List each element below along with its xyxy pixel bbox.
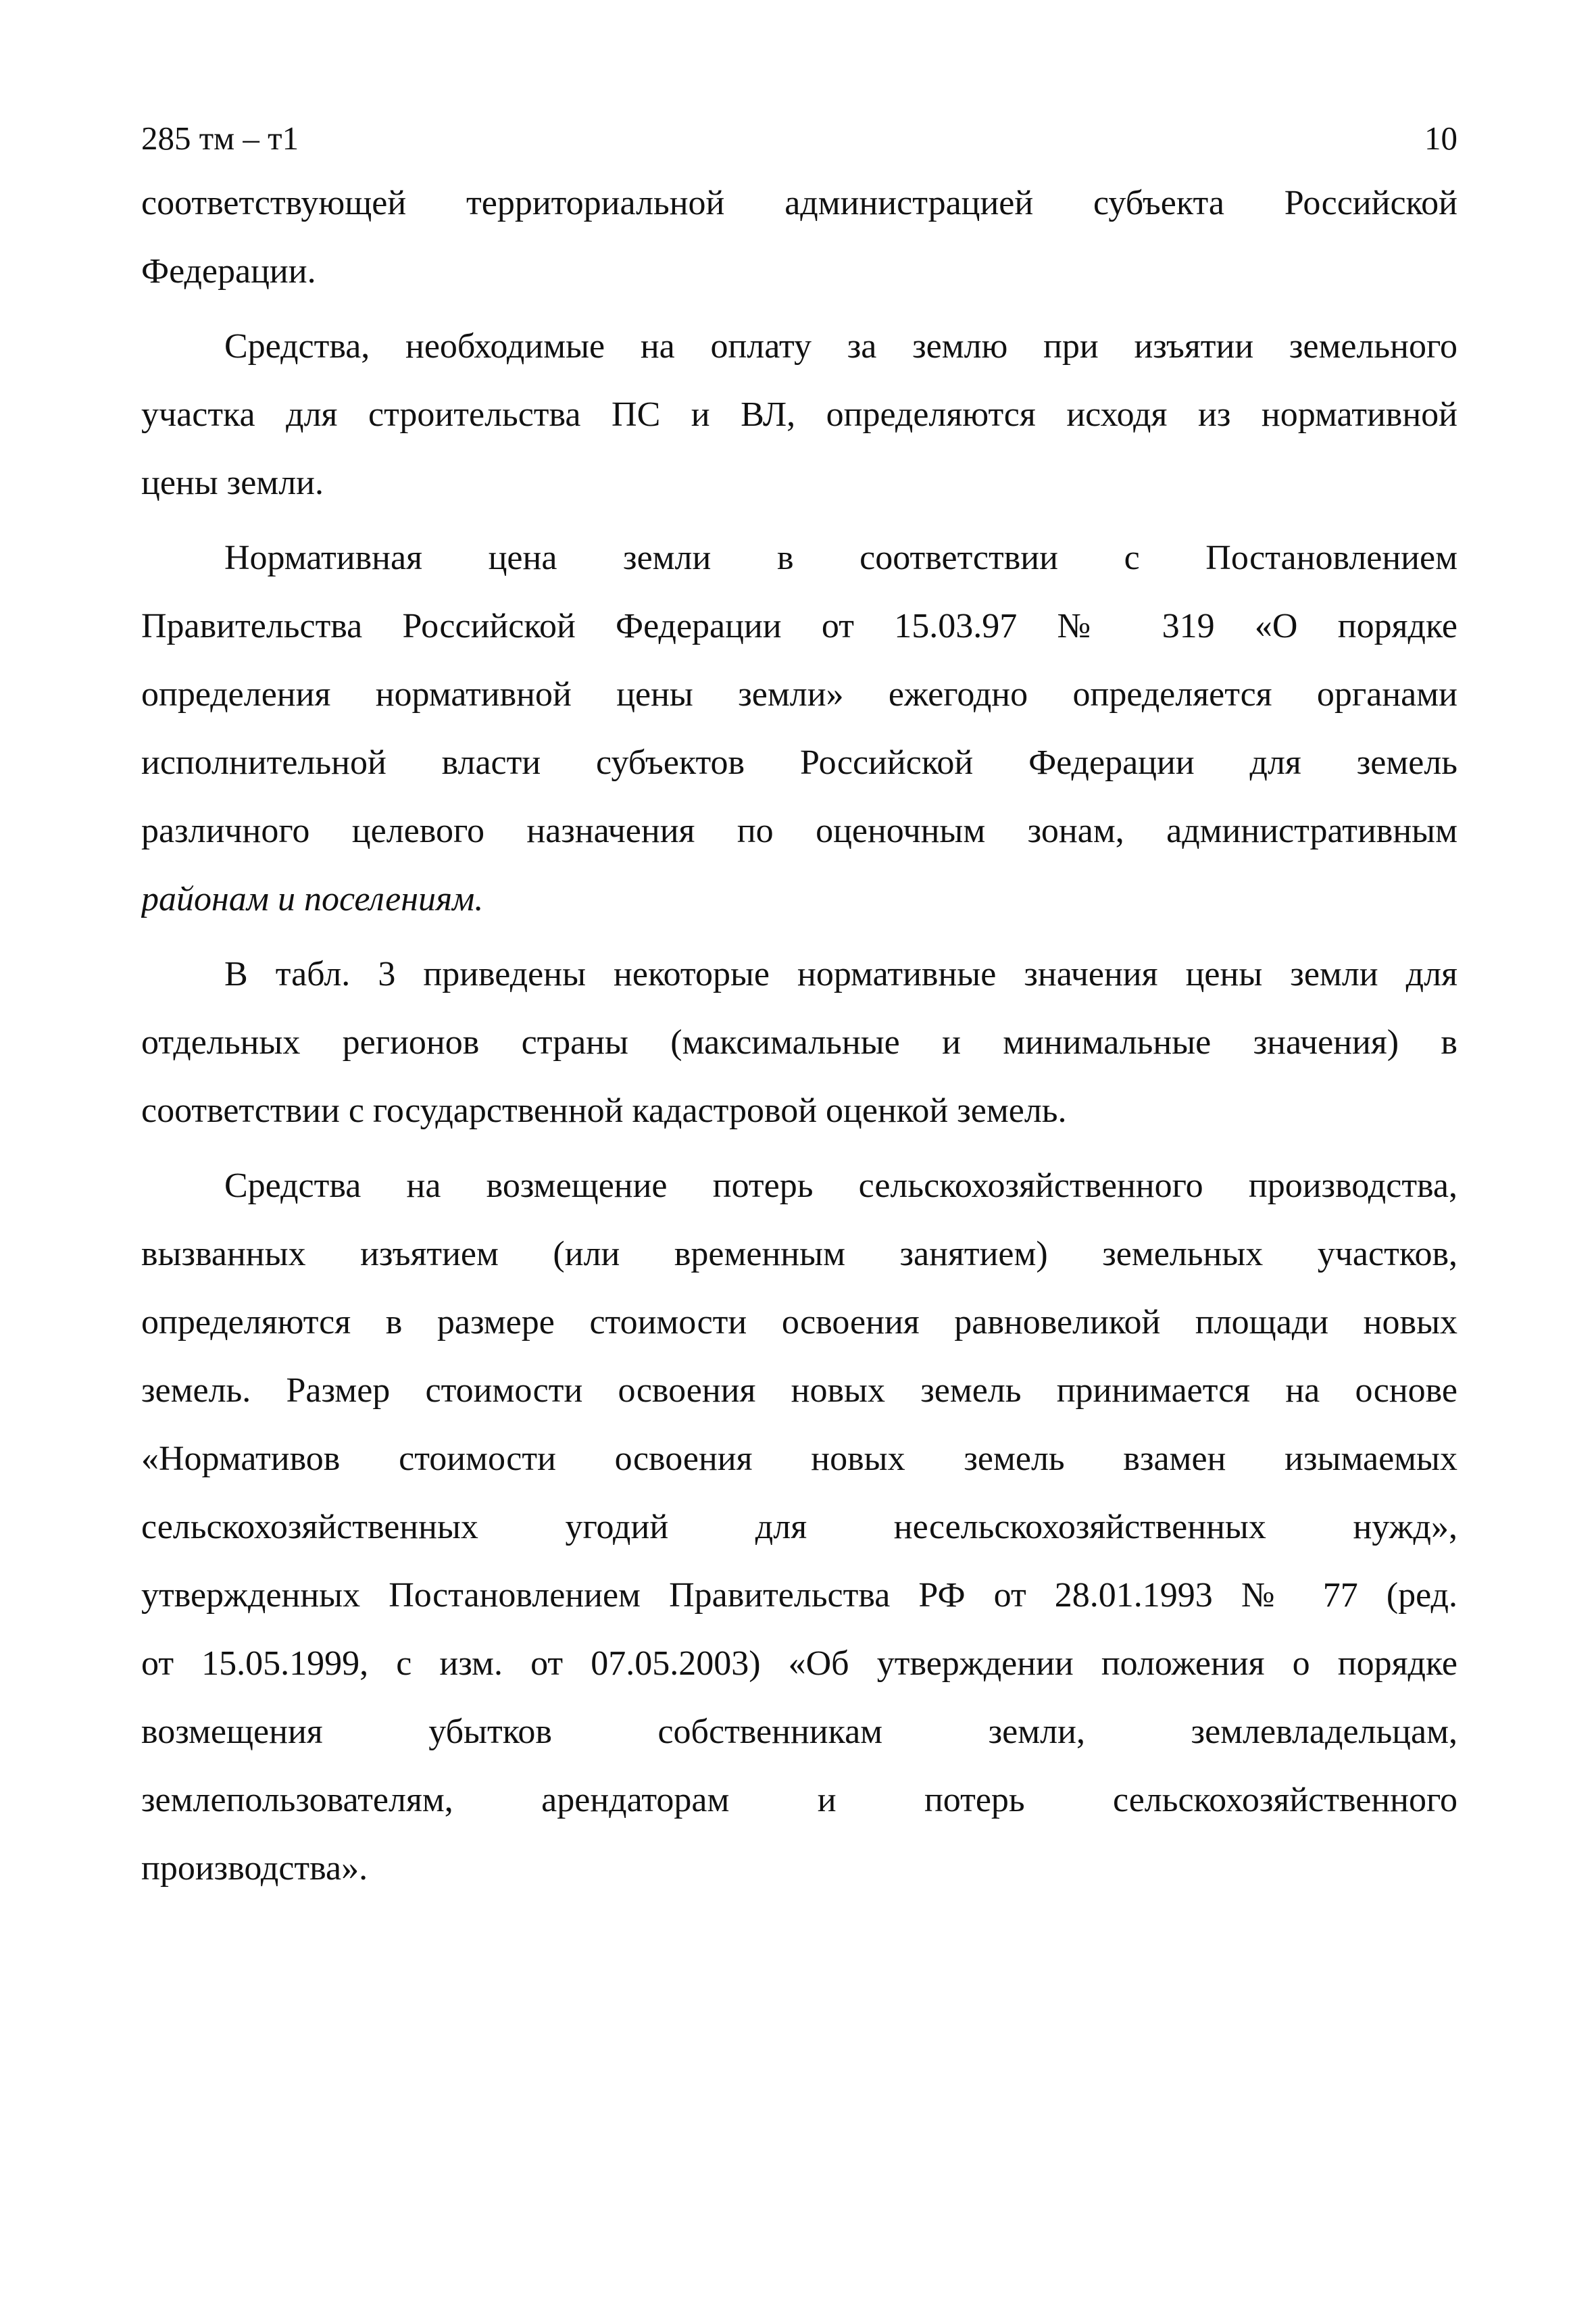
- paragraph-3: [141, 524, 1457, 933]
- page-number: 10: [1424, 120, 1457, 157]
- document-code: 285 тм – т1: [141, 120, 299, 157]
- text-line: участка для строительства ПС и ВЛ, определяются исходя из нормативной: [141, 395, 1457, 434]
- text-line: районам и поселениям.: [141, 880, 484, 918]
- text-line: утвержденных Постановлением Правительства РФ от 28.01.1993 № 77 (ред.: [141, 1576, 1457, 1615]
- text-line: от 15.05.1999, с изм. от 07.05.2003) «Об утверждении положения о порядке: [141, 1644, 1457, 1683]
- paragraph-2: [141, 312, 1457, 517]
- text-line: Федерации.: [141, 252, 316, 291]
- text-line: землепользователям, арендаторам и потерь сельскохозяйственного: [141, 1781, 1457, 1819]
- text-line: земель. Размер стоимости освоения новых земель принимается на основе: [141, 1371, 1457, 1410]
- text-line: В табл. 3 приведены некоторые нормативные значения цены земли для: [224, 955, 1457, 993]
- text-line: возмещения убытков собственникам земли, землевладельцам,: [141, 1713, 1457, 1751]
- text-line: Средства, необходимые на оплату за землю при изъятии земельного: [224, 327, 1457, 366]
- text-line: исполнительной власти субъектов Российской Федерации для земель: [141, 743, 1457, 782]
- text-line: Нормативная цена земли в соответствии с Постановлением: [224, 539, 1457, 577]
- text-line: Средства на возмещение потерь сельскохозяйственного производства,: [224, 1166, 1457, 1205]
- paragraph-4: [141, 940, 1457, 1145]
- text-line: соответствии с государственной кадастровой оценкой земель.: [141, 1091, 1067, 1130]
- text-line: «Нормативов стоимости освоения новых земель взамен изымаемых: [141, 1439, 1457, 1478]
- text-line: сельскохозяйственных угодий для несельскохозяйственных нужд»,: [141, 1508, 1457, 1546]
- text-line: цены земли.: [141, 464, 324, 502]
- text-line: Правительства Российской Федерации от 15.03.97 № 319 «О порядке: [141, 607, 1457, 645]
- text-line: вызванных изъятием (или временным занятием) земельных участков,: [141, 1235, 1457, 1273]
- paragraph-5: [141, 1152, 1457, 1902]
- text-line: соответствующей территориальной администрацией субъекта Российской: [141, 184, 1457, 222]
- page-header: [141, 115, 1457, 162]
- text-line: производства».: [141, 1849, 368, 1888]
- text-line: определяются в размере стоимости освоения равновеликой площади новых: [141, 1303, 1457, 1341]
- paragraph-1: [141, 169, 1457, 305]
- document-body: [141, 169, 1457, 1902]
- text-line: различного целевого назначения по оценочным зонам, административным: [141, 812, 1457, 850]
- text-line: определения нормативной цены земли» ежегодно определяется органами: [141, 675, 1457, 714]
- text-line: отдельных регионов страны (максимальные и минимальные значения) в: [141, 1023, 1457, 1062]
